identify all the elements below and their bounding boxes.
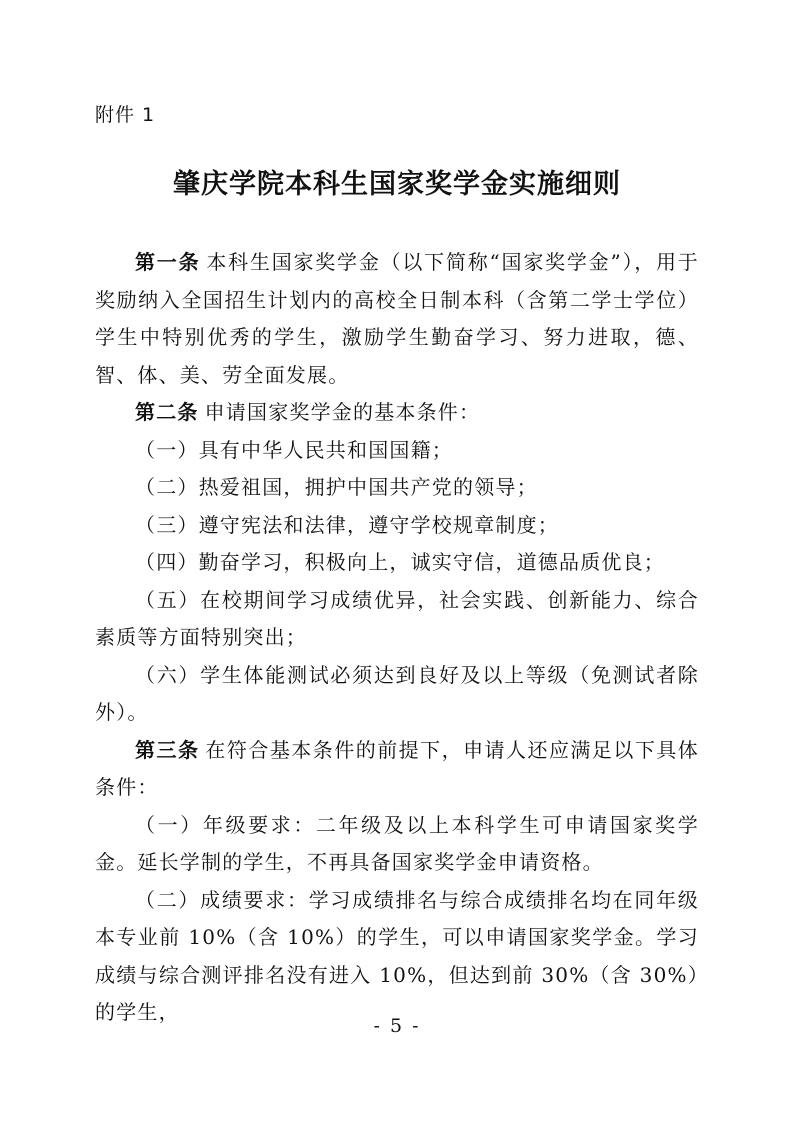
paragraph-text: （六）学生体能测试必须达到良好及以上等级（免测试者除外）。 [95, 662, 699, 724]
paragraph-text: （一）年级要求：二年级及以上本科学生可申请国家奖学金。延长学制的学生，不再具备国家奖学金申请资格。 [95, 812, 699, 874]
document-title: 肇庆学院本科生国家奖学金实施细则 [173, 169, 621, 200]
paragraph-article-1 [95, 244, 699, 394]
article-label: 第一条 [135, 250, 201, 274]
paragraph-text: 申请国家奖学金的基本条件： [204, 400, 481, 424]
list-item [95, 469, 699, 507]
list-item [95, 657, 699, 732]
list-item [95, 544, 699, 582]
page-number: - 5 - [373, 1015, 421, 1037]
list-item [95, 582, 699, 657]
paragraph-text: （二）热爱祖国，拥护中国共产党的领导； [135, 475, 538, 499]
paragraph-text: （一）具有中华人民共和国国籍； [135, 437, 453, 462]
article-label: 第三条 [135, 737, 200, 762]
paragraph-text: （四）勤奋学习，积极向上，诚实守信，道德品质优良； [135, 550, 665, 574]
paragraph-text: 在符合基本条件的前提下，申请人还应满足以下具体条件： [95, 737, 699, 799]
list-item [95, 432, 699, 470]
paragraph-article-3 [95, 732, 699, 807]
paragraph-text: （五）在校期间学习成绩优异，社会实践、创新能力、综合素质等方面特别突出； [95, 587, 699, 649]
attachment-label: 附件 1 [95, 104, 156, 126]
paragraph-text: （二）成绩要求：学习成绩排名与综合成绩排名均在同年级本专业前 10%（含 10%）的学生，可以申请国家奖学金。学习成绩与综合测评排名没有进入 10%，但达到前 30%（含 30%）的学生， [95, 887, 699, 1024]
paragraph-text: 本科生国家奖学金（以下简称“国家奖学金”），用于奖励纳入全国招生计划内的高校全日制本科（含第二学士学位）学生中特别优秀的学生，激励学生勤奋学习、努力进取，德、智、体、美、劳全面发展。 [95, 250, 700, 387]
paragraph-text: （三）遵守宪法和法律，遵守学校规章制度； [135, 512, 559, 537]
list-item [95, 807, 699, 882]
list-item [95, 882, 699, 1032]
document-body [95, 244, 699, 1032]
article-label: 第二条 [135, 400, 199, 424]
list-item [95, 507, 699, 545]
paragraph-article-2 [95, 394, 699, 432]
